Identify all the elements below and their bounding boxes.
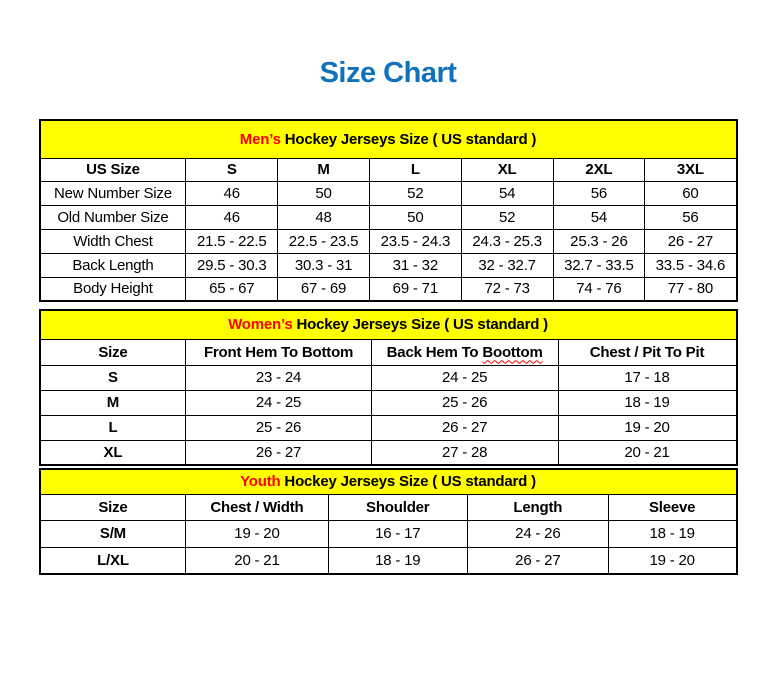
womens-size-cell: 26 - 27 bbox=[186, 440, 371, 465]
page-title: Size Chart bbox=[319, 57, 457, 89]
mens-size-cell: 32.7 - 33.5 bbox=[553, 253, 645, 277]
womens-size-cell: 24 - 25 bbox=[371, 365, 558, 390]
womens-size-cell: 19 - 20 bbox=[558, 415, 736, 440]
mens-row-label: Body Height bbox=[40, 277, 186, 301]
womens-band-rest: Hockey Jerseys Size ( US standard ) bbox=[292, 316, 548, 334]
mens-column-header: L bbox=[369, 158, 461, 181]
mens-row-label: Back Length bbox=[40, 253, 186, 277]
mens-header-row bbox=[40, 158, 737, 181]
womens-size-table bbox=[39, 309, 738, 466]
mens-size-cell: 54 bbox=[461, 181, 553, 205]
youth-band-highlight: Youth bbox=[240, 473, 281, 491]
mens-size-table bbox=[39, 119, 738, 302]
mens-size-cell: 29.5 - 30.3 bbox=[186, 253, 278, 277]
table-row bbox=[40, 277, 737, 301]
mens-section-band bbox=[40, 120, 737, 158]
youth-row-label: L/XL bbox=[40, 547, 186, 574]
mens-band-rest: Hockey Jerseys Size ( US standard ) bbox=[280, 130, 537, 148]
youth-size-cell: 20 - 21 bbox=[186, 547, 328, 574]
mens-row-label: New Number Size bbox=[40, 181, 186, 205]
youth-column-header: Length bbox=[467, 494, 608, 520]
mens-column-header: US Size bbox=[40, 158, 186, 181]
mens-band-highlight: Men’s bbox=[239, 130, 281, 148]
mens-column-header: 3XL bbox=[645, 158, 737, 181]
youth-section-band bbox=[40, 469, 737, 494]
mens-size-cell: 22.5 - 23.5 bbox=[278, 229, 370, 253]
table-row bbox=[40, 229, 737, 253]
youth-header-row bbox=[40, 494, 737, 520]
mens-size-cell: 54 bbox=[553, 205, 645, 229]
womens-column-header: Front Hem To Bottom bbox=[186, 339, 371, 365]
womens-size-cell: 25 - 26 bbox=[371, 390, 558, 415]
mens-size-cell: 30.3 - 31 bbox=[278, 253, 370, 277]
youth-size-table bbox=[39, 468, 738, 575]
mens-size-cell: 60 bbox=[645, 181, 737, 205]
womens-size-cell: 26 - 27 bbox=[371, 415, 558, 440]
womens-header-row bbox=[40, 339, 737, 365]
mens-size-cell: 26 - 27 bbox=[645, 229, 737, 253]
womens-size-cell: 17 - 18 bbox=[558, 365, 736, 390]
mens-column-header: XL bbox=[461, 158, 553, 181]
youth-size-cell: 18 - 19 bbox=[328, 547, 467, 574]
table-row bbox=[40, 520, 737, 547]
mens-row-label: Width Chest bbox=[40, 229, 186, 253]
youth-size-cell: 16 - 17 bbox=[328, 520, 467, 547]
mens-size-cell: 46 bbox=[186, 181, 278, 205]
mens-size-cell: 56 bbox=[645, 205, 737, 229]
table-row bbox=[40, 205, 737, 229]
womens-size-cell: 25 - 26 bbox=[186, 415, 371, 440]
mens-size-cell: 74 - 76 bbox=[553, 277, 645, 301]
mens-size-cell: 46 bbox=[186, 205, 278, 229]
womens-size-cell: 27 - 28 bbox=[371, 440, 558, 465]
table-row bbox=[40, 181, 737, 205]
misspelled-word: Boottom bbox=[482, 343, 543, 361]
mens-column-header: M bbox=[278, 158, 370, 181]
womens-size-cell: 18 - 19 bbox=[558, 390, 736, 415]
womens-section-band-row bbox=[40, 310, 737, 339]
mens-section-band-row bbox=[40, 120, 737, 158]
mens-size-cell: 48 bbox=[278, 205, 370, 229]
womens-row-label: L bbox=[40, 415, 186, 440]
mens-size-cell: 33.5 - 34.6 bbox=[645, 253, 737, 277]
mens-size-cell: 52 bbox=[369, 181, 461, 205]
womens-section-band bbox=[40, 310, 737, 339]
mens-size-cell: 52 bbox=[461, 205, 553, 229]
womens-size-cell: 20 - 21 bbox=[558, 440, 736, 465]
mens-size-cell: 25.3 - 26 bbox=[553, 229, 645, 253]
mens-size-cell: 56 bbox=[553, 181, 645, 205]
womens-row-label: M bbox=[40, 390, 186, 415]
youth-size-cell: 19 - 20 bbox=[608, 547, 736, 574]
mens-size-cell: 50 bbox=[278, 181, 370, 205]
womens-size-cell: 23 - 24 bbox=[186, 365, 371, 390]
mens-size-cell: 67 - 69 bbox=[278, 277, 370, 301]
table-row bbox=[40, 253, 737, 277]
womens-band-highlight: Women’s bbox=[228, 316, 293, 334]
table-row bbox=[40, 390, 737, 415]
youth-column-header: Shoulder bbox=[328, 494, 467, 520]
mens-size-cell: 69 - 71 bbox=[369, 277, 461, 301]
size-chart-page bbox=[0, 55, 776, 692]
womens-size-cell: 24 - 25 bbox=[186, 390, 371, 415]
mens-size-cell: 77 - 80 bbox=[645, 277, 737, 301]
youth-size-cell: 26 - 27 bbox=[467, 547, 608, 574]
mens-size-cell: 24.3 - 25.3 bbox=[461, 229, 553, 253]
womens-column-header: Size bbox=[40, 339, 186, 365]
mens-column-header: S bbox=[186, 158, 278, 181]
mens-column-header: 2XL bbox=[553, 158, 645, 181]
youth-section-band-row bbox=[40, 469, 737, 494]
youth-column-header: Chest / Width bbox=[186, 494, 328, 520]
table-row bbox=[40, 415, 737, 440]
table-row bbox=[40, 440, 737, 465]
youth-column-header: Sleeve bbox=[608, 494, 736, 520]
womens-row-label: S bbox=[40, 365, 186, 390]
youth-size-cell: 18 - 19 bbox=[608, 520, 736, 547]
column-header-text: Back Hem To bbox=[386, 343, 483, 361]
womens-column-header bbox=[371, 339, 558, 365]
youth-size-cell: 19 - 20 bbox=[186, 520, 328, 547]
womens-row-label: XL bbox=[40, 440, 186, 465]
youth-size-cell: 24 - 26 bbox=[467, 520, 608, 547]
womens-column-header: Chest / Pit To Pit bbox=[558, 339, 736, 365]
mens-row-label: Old Number Size bbox=[40, 205, 186, 229]
table-row bbox=[40, 365, 737, 390]
mens-size-cell: 72 - 73 bbox=[461, 277, 553, 301]
mens-size-cell: 23.5 - 24.3 bbox=[369, 229, 461, 253]
youth-band-rest: Hockey Jerseys Size ( US standard ) bbox=[280, 473, 536, 491]
mens-size-cell: 50 bbox=[369, 205, 461, 229]
mens-size-cell: 21.5 - 22.5 bbox=[186, 229, 278, 253]
youth-column-header: Size bbox=[40, 494, 186, 520]
size-chart-tables bbox=[39, 119, 738, 575]
table-row bbox=[40, 547, 737, 574]
mens-size-cell: 31 - 32 bbox=[369, 253, 461, 277]
mens-size-cell: 32 - 32.7 bbox=[461, 253, 553, 277]
youth-row-label: S/M bbox=[40, 520, 186, 547]
mens-size-cell: 65 - 67 bbox=[186, 277, 278, 301]
